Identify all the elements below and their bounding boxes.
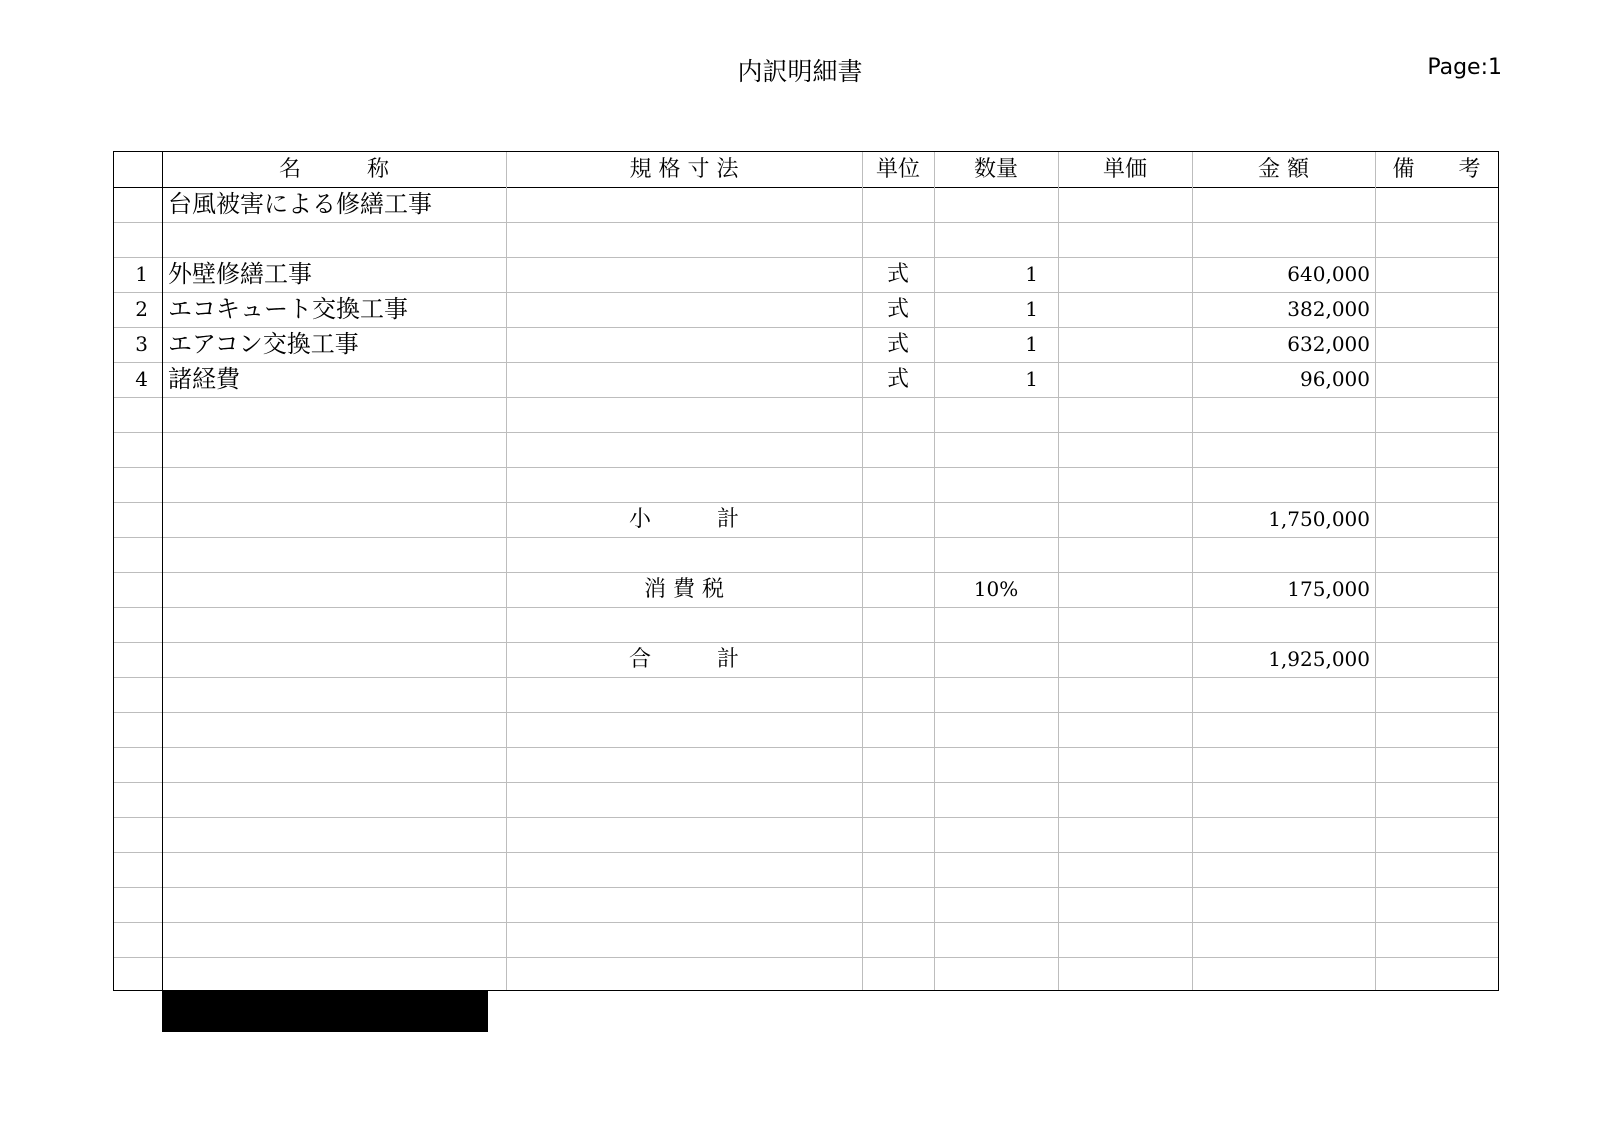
column-divider	[506, 152, 507, 990]
row-divider	[114, 957, 1498, 958]
page-title: 内訳明細書	[737, 57, 863, 86]
item-amount: 640,000	[1287, 262, 1370, 286]
row-divider	[114, 537, 1498, 538]
row-divider	[114, 887, 1498, 888]
item-quantity: 1	[1025, 262, 1038, 286]
item-name: エコキュート交換工事	[168, 295, 408, 323]
subtotal-amount: 1,750,000	[1268, 507, 1370, 531]
redaction-bar	[162, 991, 488, 1032]
row-divider	[114, 817, 1498, 818]
total-amount: 1,925,000	[1268, 647, 1370, 671]
tax-amount: 175,000	[1287, 577, 1370, 601]
row-divider	[114, 432, 1498, 433]
item-quantity: 1	[1025, 367, 1038, 391]
estimate-table	[113, 151, 1499, 991]
header-quantity: 数量	[973, 157, 1018, 182]
item-amount: 632,000	[1287, 332, 1370, 356]
row-divider	[114, 852, 1498, 853]
item-amount: 96,000	[1300, 367, 1370, 391]
item-name: 外壁修繕工事	[168, 260, 312, 288]
item-unit: 式	[886, 262, 909, 287]
item-number: 3	[135, 332, 148, 356]
row-divider	[114, 677, 1498, 678]
header-remarks: 備 考	[1392, 157, 1481, 182]
item-quantity: 1	[1025, 332, 1038, 356]
total-label: 合 計	[628, 647, 739, 672]
header-unit: 単位	[875, 157, 920, 182]
section-title: 台風被害による修繕工事	[168, 190, 432, 218]
item-unit: 式	[886, 332, 909, 357]
item-unit: 式	[886, 297, 909, 322]
column-divider	[162, 152, 163, 990]
column-divider	[1375, 152, 1376, 990]
item-quantity: 1	[1025, 297, 1038, 321]
header-unit-price: 単価	[1102, 157, 1147, 182]
item-number: 1	[135, 262, 148, 286]
header-name: 名 称	[278, 157, 389, 182]
row-divider	[114, 747, 1498, 748]
row-divider	[114, 712, 1498, 713]
header-spec: 規 格 寸 法	[629, 157, 739, 182]
subtotal-label: 小 計	[628, 507, 739, 532]
item-number: 2	[135, 297, 148, 321]
header-amount: 金 額	[1258, 157, 1309, 182]
row-divider	[114, 397, 1498, 398]
item-number: 4	[135, 367, 148, 391]
row-divider	[114, 222, 1498, 223]
item-name: 諸経費	[168, 365, 240, 393]
item-name: エアコン交換工事	[168, 330, 359, 358]
row-divider	[114, 607, 1498, 608]
row-divider	[114, 922, 1498, 923]
column-divider	[1058, 152, 1059, 990]
row-divider	[114, 782, 1498, 783]
tax-label: 消 費 税	[644, 577, 724, 602]
tax-rate: 10%	[973, 577, 1019, 601]
item-unit: 式	[886, 367, 909, 392]
item-amount: 382,000	[1287, 297, 1370, 321]
page-number: Page:1	[1427, 55, 1502, 80]
row-divider	[114, 467, 1498, 468]
